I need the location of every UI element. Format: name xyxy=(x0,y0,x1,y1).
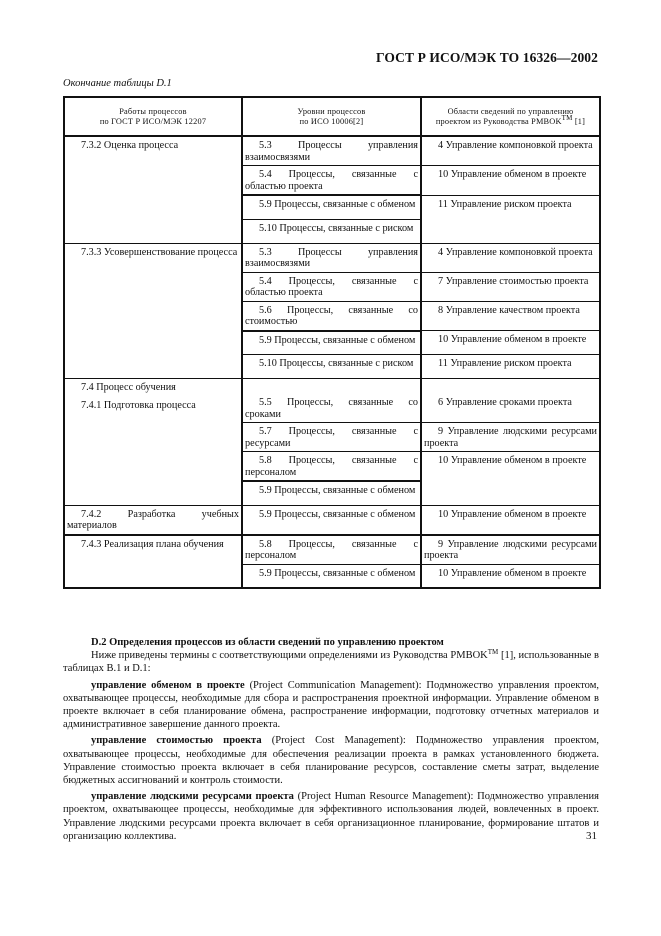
level-cell xyxy=(242,535,421,565)
definition-english: (Project Human Resource Management): xyxy=(293,791,478,803)
level-label: 5.3 Процессы управления взаимосвязями xyxy=(245,140,418,163)
table-header-row xyxy=(64,97,600,136)
table-row xyxy=(64,136,600,166)
area-label: 10 Управление обменом в проекте xyxy=(438,567,587,579)
area-cell xyxy=(421,166,600,196)
definition-term: управление обменом в проекте xyxy=(91,679,245,691)
area-cell xyxy=(421,136,600,166)
table-row xyxy=(64,379,600,423)
area-label: 11 Управление риском проекта xyxy=(438,358,572,369)
table-row xyxy=(64,505,600,535)
level-cell xyxy=(242,272,421,301)
column-header-level xyxy=(242,97,421,136)
column-header-line: по ИСО 10006[2] xyxy=(299,117,364,126)
definition-term: управление людскими ресурсами проекта xyxy=(91,791,294,803)
level-cell xyxy=(242,481,421,505)
level-cell xyxy=(242,166,421,196)
area-label: 9 Управление людскими ресурсами проекта xyxy=(424,426,597,449)
definition-term: управление стоимостью проекта xyxy=(91,735,262,747)
column-header-line: Уровни процессов xyxy=(297,107,366,116)
definition-english: (Project Communication Management): xyxy=(244,679,427,691)
work-cell xyxy=(64,379,242,506)
column-header-line: по ГОСТ Р ИСО/МЭК 12207 xyxy=(99,117,207,126)
area-label: 4 Управление компоновкой проекта xyxy=(438,246,593,258)
level-cell xyxy=(242,136,421,166)
area-cell xyxy=(421,423,600,452)
definition-english: (Project Cost Management): xyxy=(261,735,416,747)
level-label: 5.9 Процессы, связанные с обменом xyxy=(259,199,416,210)
intro-text: [1], использованные в таблицах B.1 и D.1: xyxy=(63,650,600,675)
definition-human-resource xyxy=(63,790,599,843)
column-header-work xyxy=(64,97,242,136)
area-label: 11 Управление риском проекта xyxy=(438,198,572,210)
work-label: 7.3.3 Усовершенствование процесса xyxy=(81,246,238,258)
level-cell xyxy=(242,423,421,452)
work-cell xyxy=(64,535,242,589)
area-cell xyxy=(421,272,600,301)
level-cell xyxy=(242,331,421,355)
page-number: 31 xyxy=(586,830,597,842)
area-cell xyxy=(421,301,600,331)
work-label: 7.4.3 Реализация плана обучения xyxy=(81,538,224,550)
area-label: 9 Управление людскими ресурсами проекта xyxy=(424,538,597,561)
level-label: 5.4 Процессы, связанные с областью проекта xyxy=(245,275,418,298)
column-header-area xyxy=(421,97,600,136)
intro-text: Ниже приведены термины с соответствующими определениями из Руководства PMBOK xyxy=(91,650,488,662)
definition-cost xyxy=(63,734,599,787)
level-label: 5.8 Процессы, связанные с персоналом xyxy=(245,538,418,561)
work-label: 7.4.1 Подготовка процесса xyxy=(81,399,196,411)
level-cell xyxy=(242,219,421,243)
level-label: 5.7 Процессы, связанные с ресурсами xyxy=(245,426,418,449)
section-title: D.2 Определения процессов из области сведений по управлению проектом xyxy=(91,637,444,648)
area-cell xyxy=(421,535,600,565)
area-label: 10 Управление обменом в проекте xyxy=(438,169,587,180)
level-label: 5.4 Процессы, связанные с областью проекта xyxy=(245,169,418,192)
definition-text: Подмножество управления проектом, охватывающее процессы, необходимые для обеспечения реализации проекта в рамках установленного бюджета. Управление стоимостью проекта включает в себя планирование ресурсов, составление сметы затрат, выделение бюджетных ассигнований и контроль стоимости. xyxy=(63,735,599,787)
area-label: 6 Управление сроками проекта xyxy=(438,397,572,408)
level-label: 5.9 Процессы, связанные с обменом xyxy=(259,567,416,579)
work-heading-label: 7.4 Процесс обучения xyxy=(81,382,176,393)
level-cell xyxy=(242,195,421,219)
definition-text: Подмножество управления проектом, охватывающее процессы, необходимые для сбора и распространения проектной информации. Управление обменом в проекте включает в себя планирование обмена, распространение информации, подготовку отчетных материалов и административное завершение данного проекта. xyxy=(63,679,599,731)
level-label: 5.10 Процессы, связанные с риском xyxy=(259,358,414,369)
area-label: 10 Управление обменом в проекте xyxy=(438,508,587,520)
level-label: 5.9 Процессы, связанные с обменом xyxy=(259,334,416,346)
work-label: 7.3.2 Оценка процесса xyxy=(81,140,179,151)
level-cell xyxy=(242,452,421,482)
level-label: 5.9 Процессы, связанные с обменом xyxy=(259,485,416,496)
work-label: 7.4.2 Разработка учебных материалов xyxy=(67,508,239,531)
definitions-section xyxy=(63,636,599,846)
trademark-sup: TM xyxy=(561,114,573,122)
area-cell xyxy=(421,379,600,423)
table-row xyxy=(64,243,600,272)
level-label: 5.5 Процессы, связанные со сроками xyxy=(245,397,418,420)
level-cell xyxy=(242,505,421,535)
area-cell xyxy=(421,452,600,506)
area-cell xyxy=(421,505,600,535)
level-label: 5.6 Процессы, связанные со стоимостью xyxy=(245,304,418,327)
area-label: 4 Управление компоновкой проекта xyxy=(438,140,593,151)
work-cell xyxy=(64,243,242,379)
process-mapping-table xyxy=(63,96,601,589)
area-cell xyxy=(421,195,600,243)
level-label: 5.3 Процессы управления взаимосвязями xyxy=(245,246,418,269)
area-label: 10 Управление обменом в проекте xyxy=(438,334,587,345)
level-cell xyxy=(242,301,421,331)
column-header-line: Области сведений по управлению xyxy=(447,107,574,116)
trademark-sup: TM xyxy=(487,648,499,657)
table-row xyxy=(64,535,600,565)
area-cell xyxy=(421,243,600,272)
column-header-line: Работы процессов xyxy=(119,107,187,116)
level-label: 5.10 Процессы, связанные с риском xyxy=(259,222,414,234)
definition-text: Подмножество управления проектом, охватывающее процессы, необходимые для эффективного использования людей, вовлеченных в проект. Управление людскими ресурсами проекта включает в себя организационное планирование, формирование штатов и организацию коллектива. xyxy=(63,791,599,842)
level-cell xyxy=(242,564,421,588)
level-cell xyxy=(242,379,421,423)
reference: [1] xyxy=(572,117,586,126)
area-label: 8 Управление качеством проекта xyxy=(438,304,580,316)
area-label: 7 Управление стоимостью проекта xyxy=(438,275,589,287)
area-cell xyxy=(421,355,600,379)
level-label: 5.9 Процессы, связанные с обменом xyxy=(259,508,416,520)
table-caption: Окончание таблицы D.1 xyxy=(63,78,172,89)
section-intro xyxy=(63,649,599,675)
definition-communication xyxy=(63,679,599,732)
column-header-line: проектом из Руководства PMBOK xyxy=(435,117,562,126)
level-label: 5.8 Процессы, связанные с персоналом xyxy=(245,455,418,478)
level-cell xyxy=(242,243,421,272)
work-cell xyxy=(64,505,242,535)
work-cell xyxy=(64,136,242,243)
level-cell xyxy=(242,355,421,379)
document-standard-id: ГОСТ Р ИСО/МЭК ТО 16326—2002 xyxy=(376,50,598,65)
area-label: 10 Управление обменом в проекте xyxy=(438,455,587,466)
area-cell xyxy=(421,564,600,588)
area-cell xyxy=(421,331,600,355)
